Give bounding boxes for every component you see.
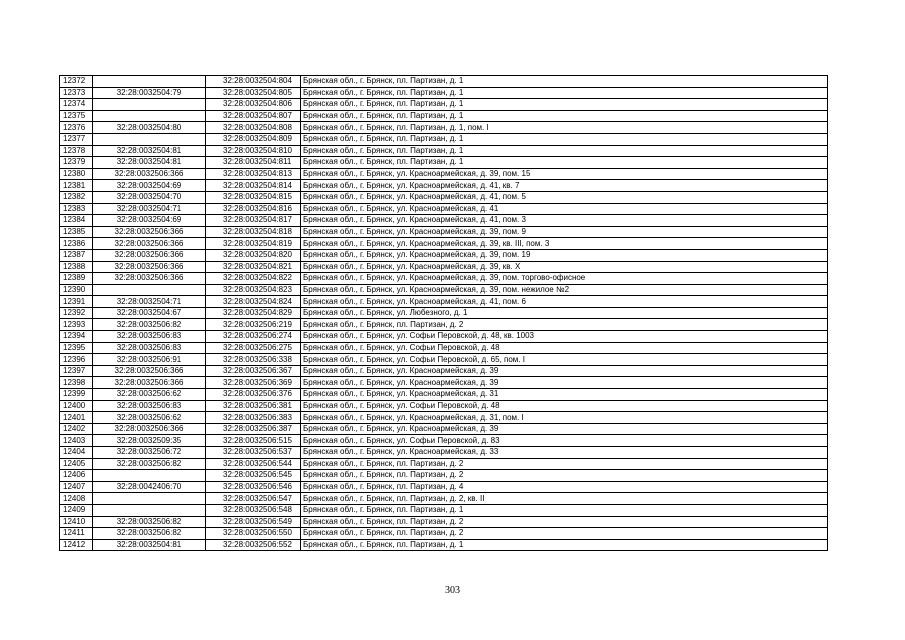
old-cadastral-number-cell: 32:28:0032504:67 xyxy=(93,307,206,319)
old-cadastral-number-cell: 32:28:0032506:72 xyxy=(93,447,206,459)
table-row xyxy=(60,87,828,99)
cadastral-number-cell: 32:28:0032504:823 xyxy=(206,284,301,296)
cadastral-number-cell: 32:28:0032504:808 xyxy=(206,122,301,134)
cadastral-number-cell: 32:28:0032504:807 xyxy=(206,110,301,122)
table-row xyxy=(60,435,828,447)
old-cadastral-number-cell: 32:28:0032506:62 xyxy=(93,412,206,424)
old-cadastral-number-cell: 32:28:0032506:82 xyxy=(93,458,206,470)
row-number-cell: 12383 xyxy=(60,203,93,215)
old-cadastral-number-cell: 32:28:0032504:69 xyxy=(93,215,206,227)
cadastral-number-cell: 32:28:0032506:381 xyxy=(206,400,301,412)
row-number-cell: 12406 xyxy=(60,470,93,482)
table-row xyxy=(60,516,828,528)
cadastral-number-cell: 32:28:0032504:818 xyxy=(206,226,301,238)
table-row xyxy=(60,157,828,169)
old-cadastral-number-cell: 32:28:0032506:82 xyxy=(93,516,206,528)
old-cadastral-number-cell: 32:28:0032506:91 xyxy=(93,354,206,366)
old-cadastral-number-cell: 32:28:0032506:366 xyxy=(93,377,206,389)
table-row xyxy=(60,110,828,122)
old-cadastral-number-cell: 32:28:0032509:35 xyxy=(93,435,206,447)
old-cadastral-number-cell: 32:28:0032504:81 xyxy=(93,145,206,157)
cadastral-number-cell: 32:28:0032504:806 xyxy=(206,99,301,111)
address-cell: Брянская обл., г. Брянск, пл. Партизан, д. 1 xyxy=(301,539,828,551)
old-cadastral-number-cell: 32:28:0032504:70 xyxy=(93,191,206,203)
address-cell: Брянская обл., г. Брянск, ул. Красноармейская, д. 41, пом. 6 xyxy=(301,296,828,308)
address-cell: Брянская обл., г. Брянск, ул. Красноармейская, д. 41, пом. 3 xyxy=(301,215,828,227)
row-number-cell: 12401 xyxy=(60,412,93,424)
table-row xyxy=(60,215,828,227)
table-row xyxy=(60,99,828,111)
cadastral-number-cell: 32:28:0032506:369 xyxy=(206,377,301,389)
table-row xyxy=(60,400,828,412)
table-row xyxy=(60,354,828,366)
cadastral-number-cell: 32:28:0032506:219 xyxy=(206,319,301,331)
old-cadastral-number-cell: 32:28:0032506:366 xyxy=(93,238,206,250)
old-cadastral-number-cell xyxy=(93,470,206,482)
cadastral-number-cell: 32:28:0032504:809 xyxy=(206,133,301,145)
row-number-cell: 12378 xyxy=(60,145,93,157)
old-cadastral-number-cell: 32:28:0032506:366 xyxy=(93,261,206,273)
cadastral-number-cell: 32:28:0032506:376 xyxy=(206,389,301,401)
address-cell: Брянская обл., г. Брянск, пл. Партизан, д. 2 xyxy=(301,458,828,470)
address-cell: Брянская обл., г. Брянск, пл. Партизан, д. 1, пом. I xyxy=(301,122,828,134)
table-row xyxy=(60,133,828,145)
table-row xyxy=(60,261,828,273)
row-number-cell: 12393 xyxy=(60,319,93,331)
table-row xyxy=(60,447,828,459)
cadastral-number-cell: 32:28:0032504:813 xyxy=(206,168,301,180)
address-cell: Брянская обл., г. Брянск, ул. Красноармейская, д. 39 xyxy=(301,377,828,389)
old-cadastral-number-cell: 32:28:0032506:82 xyxy=(93,319,206,331)
old-cadastral-number-cell xyxy=(93,133,206,145)
address-cell: Брянская обл., г. Брянск, ул. Красноармейская, д. 41 xyxy=(301,203,828,215)
row-number-cell: 12372 xyxy=(60,76,93,88)
cadastral-number-cell: 32:28:0032506:515 xyxy=(206,435,301,447)
old-cadastral-number-cell xyxy=(93,284,206,296)
cadastral-number-cell: 32:28:0032506:552 xyxy=(206,539,301,551)
old-cadastral-number-cell: 32:28:0032506:366 xyxy=(93,273,206,285)
row-number-cell: 12373 xyxy=(60,87,93,99)
old-cadastral-number-cell: 32:28:0032506:366 xyxy=(93,249,206,261)
cadastral-number-cell: 32:28:0032504:817 xyxy=(206,215,301,227)
address-cell: Брянская обл., г. Брянск, ул. Софьи Перовской, д. 65, пом. I xyxy=(301,354,828,366)
row-number-cell: 12403 xyxy=(60,435,93,447)
table-row xyxy=(60,365,828,377)
address-cell: Брянская обл., г. Брянск, ул. Красноармейская, д. 39, пом. торгово-офисное xyxy=(301,273,828,285)
row-number-cell: 12410 xyxy=(60,516,93,528)
cadastral-number-cell: 32:28:0032506:537 xyxy=(206,447,301,459)
table-row xyxy=(60,180,828,192)
cadastral-number-cell: 32:28:0032504:829 xyxy=(206,307,301,319)
row-number-cell: 12405 xyxy=(60,458,93,470)
old-cadastral-number-cell: 32:28:0032506:366 xyxy=(93,226,206,238)
row-number-cell: 12385 xyxy=(60,226,93,238)
row-number-cell: 12376 xyxy=(60,122,93,134)
old-cadastral-number-cell: 32:28:0032506:83 xyxy=(93,400,206,412)
table-row xyxy=(60,423,828,435)
table-row xyxy=(60,412,828,424)
old-cadastral-number-cell: 32:28:0032506:366 xyxy=(93,365,206,377)
row-number-cell: 12391 xyxy=(60,296,93,308)
row-number-cell: 12408 xyxy=(60,493,93,505)
old-cadastral-number-cell: 32:28:0032504:81 xyxy=(93,539,206,551)
cadastral-number-cell: 32:28:0032504:814 xyxy=(206,180,301,192)
address-cell: Брянская обл., г. Брянск, пл. Партизан, д. 1 xyxy=(301,76,828,88)
address-cell: Брянская обл., г. Брянск, пл. Партизан, д. 1 xyxy=(301,87,828,99)
address-cell: Брянская обл., г. Брянск, ул. Красноармейская, д. 39, пом. 15 xyxy=(301,168,828,180)
old-cadastral-number-cell: 32:28:0032504:80 xyxy=(93,122,206,134)
records-table xyxy=(59,75,828,551)
address-cell: Брянская обл., г. Брянск, пл. Партизан, д. 4 xyxy=(301,481,828,493)
cadastral-number-cell: 32:28:0032506:383 xyxy=(206,412,301,424)
row-number-cell: 12379 xyxy=(60,157,93,169)
old-cadastral-number-cell xyxy=(93,504,206,516)
row-number-cell: 12397 xyxy=(60,365,93,377)
cadastral-number-cell: 32:28:0032506:387 xyxy=(206,423,301,435)
address-cell: Брянская обл., г. Брянск, пл. Партизан, д. 2 xyxy=(301,319,828,331)
address-cell: Брянская обл., г. Брянск, ул. Красноармейская, д. 39 xyxy=(301,365,828,377)
row-number-cell: 12400 xyxy=(60,400,93,412)
row-number-cell: 12386 xyxy=(60,238,93,250)
table-row xyxy=(60,145,828,157)
table-row xyxy=(60,342,828,354)
cadastral-number-cell: 32:28:0032504:805 xyxy=(206,87,301,99)
row-number-cell: 12389 xyxy=(60,273,93,285)
cadastral-number-cell: 32:28:0032504:820 xyxy=(206,249,301,261)
old-cadastral-number-cell: 32:28:0032504:71 xyxy=(93,296,206,308)
old-cadastral-number-cell: 32:28:0042406:70 xyxy=(93,481,206,493)
cadastral-number-cell: 32:28:0032506:544 xyxy=(206,458,301,470)
table-row xyxy=(60,203,828,215)
address-cell: Брянская обл., г. Брянск, ул. Софьи Перовской, д. 48 xyxy=(301,400,828,412)
address-cell: Брянская обл., г. Брянск, ул. Красноармейская, д. 31 xyxy=(301,389,828,401)
old-cadastral-number-cell xyxy=(93,493,206,505)
address-cell: Брянская обл., г. Брянск, ул. Красноармейская, д. 39, кв. III, пом. 3 xyxy=(301,238,828,250)
address-cell: Брянская обл., г. Брянск, пл. Партизан, д. 1 xyxy=(301,133,828,145)
table-row xyxy=(60,122,828,134)
address-cell: Брянская обл., г. Брянск, пл. Партизан, д. 1 xyxy=(301,145,828,157)
row-number-cell: 12375 xyxy=(60,110,93,122)
table-row xyxy=(60,458,828,470)
page-number: 303 xyxy=(445,585,460,596)
table-row xyxy=(60,331,828,343)
old-cadastral-number-cell: 32:28:0032504:79 xyxy=(93,87,206,99)
old-cadastral-number-cell: 32:28:0032506:62 xyxy=(93,389,206,401)
table-row xyxy=(60,226,828,238)
address-cell: Брянская обл., г. Брянск, ул. Красноармейская, д. 41, кв. 7 xyxy=(301,180,828,192)
address-cell: Брянская обл., г. Брянск, пл. Партизан, д. 2 xyxy=(301,528,828,540)
table-row xyxy=(60,307,828,319)
old-cadastral-number-cell: 32:28:0032506:366 xyxy=(93,423,206,435)
cadastral-number-cell: 32:28:0032506:547 xyxy=(206,493,301,505)
cadastral-number-cell: 32:28:0032506:275 xyxy=(206,342,301,354)
old-cadastral-number-cell xyxy=(93,99,206,111)
table-row xyxy=(60,493,828,505)
table-row xyxy=(60,389,828,401)
row-number-cell: 12395 xyxy=(60,342,93,354)
cadastral-number-cell: 32:28:0032504:821 xyxy=(206,261,301,273)
address-cell: Брянская обл., г. Брянск, пл. Партизан, д. 1 xyxy=(301,157,828,169)
table-row xyxy=(60,504,828,516)
row-number-cell: 12402 xyxy=(60,423,93,435)
row-number-cell: 12394 xyxy=(60,331,93,343)
row-number-cell: 12411 xyxy=(60,528,93,540)
row-number-cell: 12399 xyxy=(60,389,93,401)
address-cell: Брянская обл., г. Брянск, ул. Любезного, д. 1 xyxy=(301,307,828,319)
row-number-cell: 12392 xyxy=(60,307,93,319)
table-row xyxy=(60,76,828,88)
row-number-cell: 12412 xyxy=(60,539,93,551)
row-number-cell: 12384 xyxy=(60,215,93,227)
address-cell: Брянская обл., г. Брянск, пл. Партизан, д. 2 xyxy=(301,516,828,528)
row-number-cell: 12396 xyxy=(60,354,93,366)
table-row xyxy=(60,470,828,482)
table-row xyxy=(60,377,828,389)
row-number-cell: 12390 xyxy=(60,284,93,296)
table-row xyxy=(60,273,828,285)
cadastral-number-cell: 32:28:0032506:549 xyxy=(206,516,301,528)
cadastral-number-cell: 32:28:0032506:274 xyxy=(206,331,301,343)
address-cell: Брянская обл., г. Брянск, пл. Партизан, д. 1 xyxy=(301,110,828,122)
address-cell: Брянская обл., г. Брянск, ул. Красноармейская, д. 39 xyxy=(301,423,828,435)
address-cell: Брянская обл., г. Брянск, ул. Софьи Перовской, д. 48 xyxy=(301,342,828,354)
table-row xyxy=(60,238,828,250)
row-number-cell: 12387 xyxy=(60,249,93,261)
row-number-cell: 12404 xyxy=(60,447,93,459)
table-row xyxy=(60,249,828,261)
address-cell: Брянская обл., г. Брянск, пл. Партизан, д. 1 xyxy=(301,504,828,516)
old-cadastral-number-cell: 32:28:0032506:83 xyxy=(93,331,206,343)
table-row xyxy=(60,481,828,493)
cadastral-number-cell: 32:28:0032504:822 xyxy=(206,273,301,285)
address-cell: Брянская обл., г. Брянск, ул. Красноармейская, д. 41, пом. 5 xyxy=(301,191,828,203)
table-row xyxy=(60,168,828,180)
cadastral-number-cell: 32:28:0032506:548 xyxy=(206,504,301,516)
cadastral-number-cell: 32:28:0032504:824 xyxy=(206,296,301,308)
address-cell: Брянская обл., г. Брянск, пл. Партизан, д. 1 xyxy=(301,99,828,111)
address-cell: Брянская обл., г. Брянск, ул. Софьи Перовской, д. 48, кв. 1003 xyxy=(301,331,828,343)
old-cadastral-number-cell: 32:28:0032504:81 xyxy=(93,157,206,169)
old-cadastral-number-cell xyxy=(93,76,206,88)
old-cadastral-number-cell: 32:28:0032506:366 xyxy=(93,168,206,180)
row-number-cell: 12380 xyxy=(60,168,93,180)
table-row xyxy=(60,296,828,308)
cadastral-number-cell: 32:28:0032504:804 xyxy=(206,76,301,88)
old-cadastral-number-cell: 32:28:0032504:69 xyxy=(93,180,206,192)
cadastral-number-cell: 32:28:0032506:338 xyxy=(206,354,301,366)
address-cell: Брянская обл., г. Брянск, ул. Красноармейская, д. 33 xyxy=(301,447,828,459)
cadastral-number-cell: 32:28:0032504:819 xyxy=(206,238,301,250)
cadastral-number-cell: 32:28:0032506:367 xyxy=(206,365,301,377)
address-cell: Брянская обл., г. Брянск, ул. Красноармейская, д. 39, кв. X xyxy=(301,261,828,273)
row-number-cell: 12374 xyxy=(60,99,93,111)
row-number-cell: 12382 xyxy=(60,191,93,203)
address-cell: Брянская обл., г. Брянск, ул. Красноармейская, д. 39, пом. нежилое №2 xyxy=(301,284,828,296)
address-cell: Брянская обл., г. Брянск, пл. Партизан, д. 2 xyxy=(301,470,828,482)
old-cadastral-number-cell xyxy=(93,110,206,122)
table-row xyxy=(60,539,828,551)
cadastral-number-cell: 32:28:0032506:545 xyxy=(206,470,301,482)
cadastral-number-cell: 32:28:0032504:815 xyxy=(206,191,301,203)
cadastral-number-cell: 32:28:0032504:811 xyxy=(206,157,301,169)
table-row xyxy=(60,284,828,296)
table-row xyxy=(60,528,828,540)
row-number-cell: 12398 xyxy=(60,377,93,389)
address-cell: Брянская обл., г. Брянск, пл. Партизан, д. 2, кв. II xyxy=(301,493,828,505)
address-cell: Брянская обл., г. Брянск, ул. Красноармейская, д. 31, пом. I xyxy=(301,412,828,424)
cadastral-number-cell: 32:28:0032504:810 xyxy=(206,145,301,157)
cadastral-number-cell: 32:28:0032506:550 xyxy=(206,528,301,540)
old-cadastral-number-cell: 32:28:0032504:71 xyxy=(93,203,206,215)
records-table-body xyxy=(60,76,828,551)
address-cell: Брянская обл., г. Брянск, ул. Красноармейская, д. 39, пом. 19 xyxy=(301,249,828,261)
row-number-cell: 12388 xyxy=(60,261,93,273)
row-number-cell: 12407 xyxy=(60,481,93,493)
row-number-cell: 12377 xyxy=(60,133,93,145)
row-number-cell: 12381 xyxy=(60,180,93,192)
cadastral-number-cell: 32:28:0032504:816 xyxy=(206,203,301,215)
table-row xyxy=(60,319,828,331)
cadastral-number-cell: 32:28:0032506:546 xyxy=(206,481,301,493)
row-number-cell: 12409 xyxy=(60,504,93,516)
old-cadastral-number-cell: 32:28:0032506:83 xyxy=(93,342,206,354)
table-row xyxy=(60,191,828,203)
address-cell: Брянская обл., г. Брянск, ул. Софьи Перовской, д. 83 xyxy=(301,435,828,447)
old-cadastral-number-cell: 32:28:0032506:82 xyxy=(93,528,206,540)
address-cell: Брянская обл., г. Брянск, ул. Красноармейская, д. 39, пом. 9 xyxy=(301,226,828,238)
